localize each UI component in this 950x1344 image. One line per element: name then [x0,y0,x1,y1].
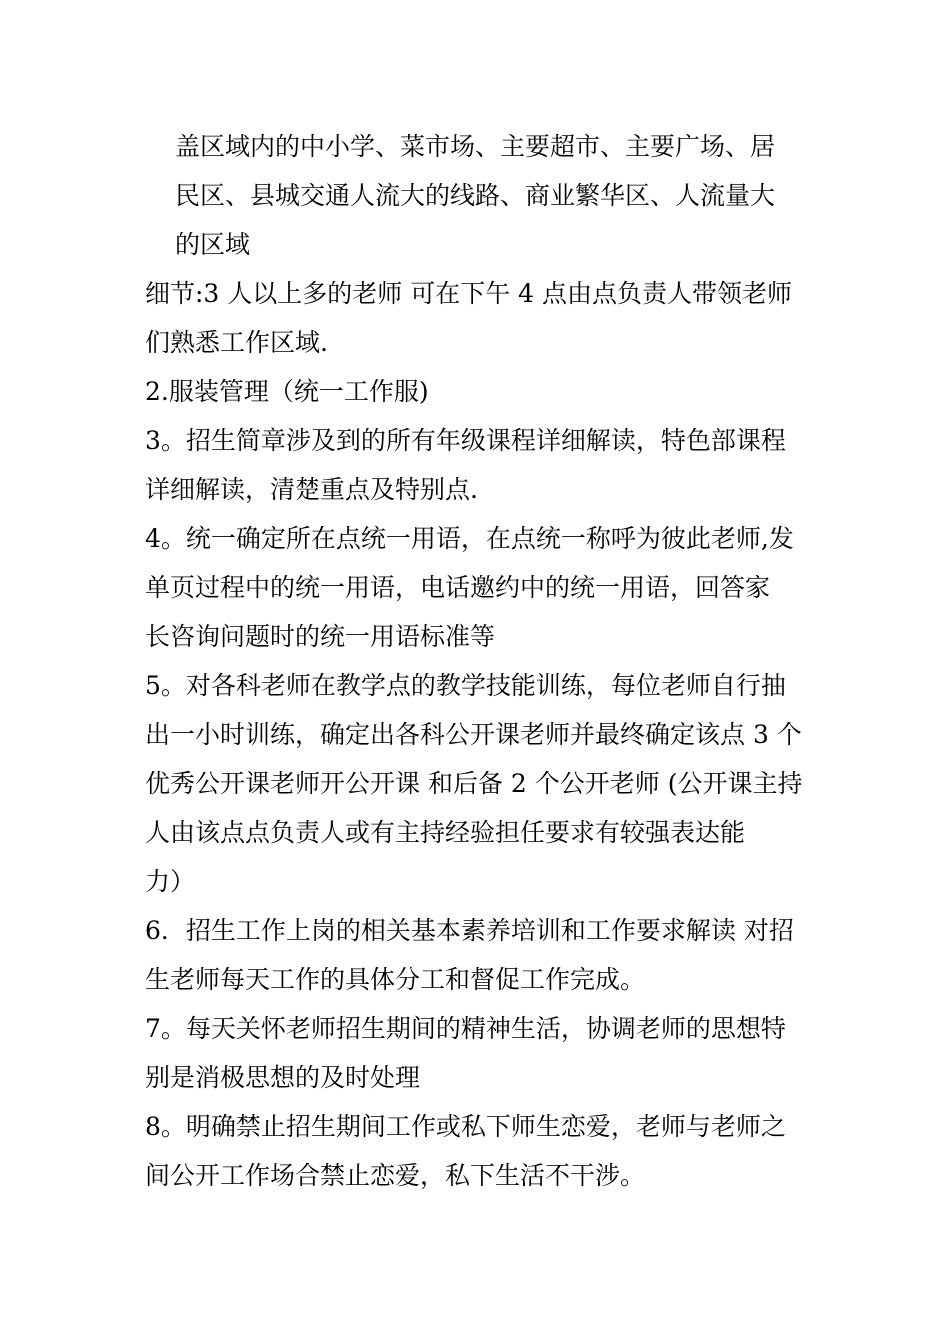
paragraph-item-5 [145,661,813,906]
text-line: 3。招生简章涉及到的所有年级课程详细解读，特色部课程 [145,426,786,455]
text-line: 民区、县城交通人流大的线路、商业繁华区、人流量大 [175,181,776,210]
paragraph-item-2 [145,367,813,416]
paragraph-item-4 [145,514,813,661]
document-body [145,122,813,1200]
text-line: 力） [145,867,196,896]
text-line: 详细解读，清楚重点及特别点. [145,475,478,504]
text-line: 间公开工作场合禁止恋爱，私下生活不干涉。 [145,1161,646,1190]
paragraph-coverage-area [145,122,813,269]
text-line: 别是消极思想的及时处理 [145,1063,421,1092]
paragraph-item-3 [145,416,813,514]
paragraph-details [145,269,813,367]
text-line: 6．招生工作上岗的相关基本素养培训和工作要求解读 对招 [145,916,794,945]
text-line: 人由该点点负责人或有主持经验担任要求有较强表达能 [145,818,746,847]
text-line: 细节:3 人以上多的老师 可在下午 4 点由点负责人带领老师 [145,279,793,308]
text-line: 们熟悉工作区域. [145,328,328,357]
text-line: 出一小时训练，确定出各科公开课老师并最终确定该点 3 个 [145,720,802,749]
text-line: 长咨询问题时的统一用语标准等 [145,622,496,651]
text-line: 2.服装管理（统一工作服) [145,377,429,406]
paragraph-item-7 [145,1004,813,1102]
text-line: 4。统一确定所在点统一用语，在点统一称呼为彼此老师,发 [145,524,794,553]
text-line: 生老师每天工作的具体分工和督促工作完成。 [145,965,646,994]
text-line: 8。明确禁止招生期间工作或私下师生恋爱，老师与老师之 [145,1112,786,1141]
text-line: 优秀公开课老师开公开课 和后备 2 个公开老师 (公开课主持 [145,769,803,798]
text-line: 的区域 [175,230,251,259]
text-line: 盖区域内的中小学、菜市场、主要超市、主要广场、居 [175,132,776,161]
text-line: 7。每天关怀老师招生期间的精神生活，协调老师的思想特 [145,1014,786,1043]
text-line: 5。对各科老师在教学点的教学技能训练，每位老师自行抽 [145,671,786,700]
paragraph-item-6 [145,906,813,1004]
text-line: 单页过程中的统一用语，电话邀约中的统一用语，回答家 [145,573,771,602]
paragraph-item-8 [145,1102,813,1200]
